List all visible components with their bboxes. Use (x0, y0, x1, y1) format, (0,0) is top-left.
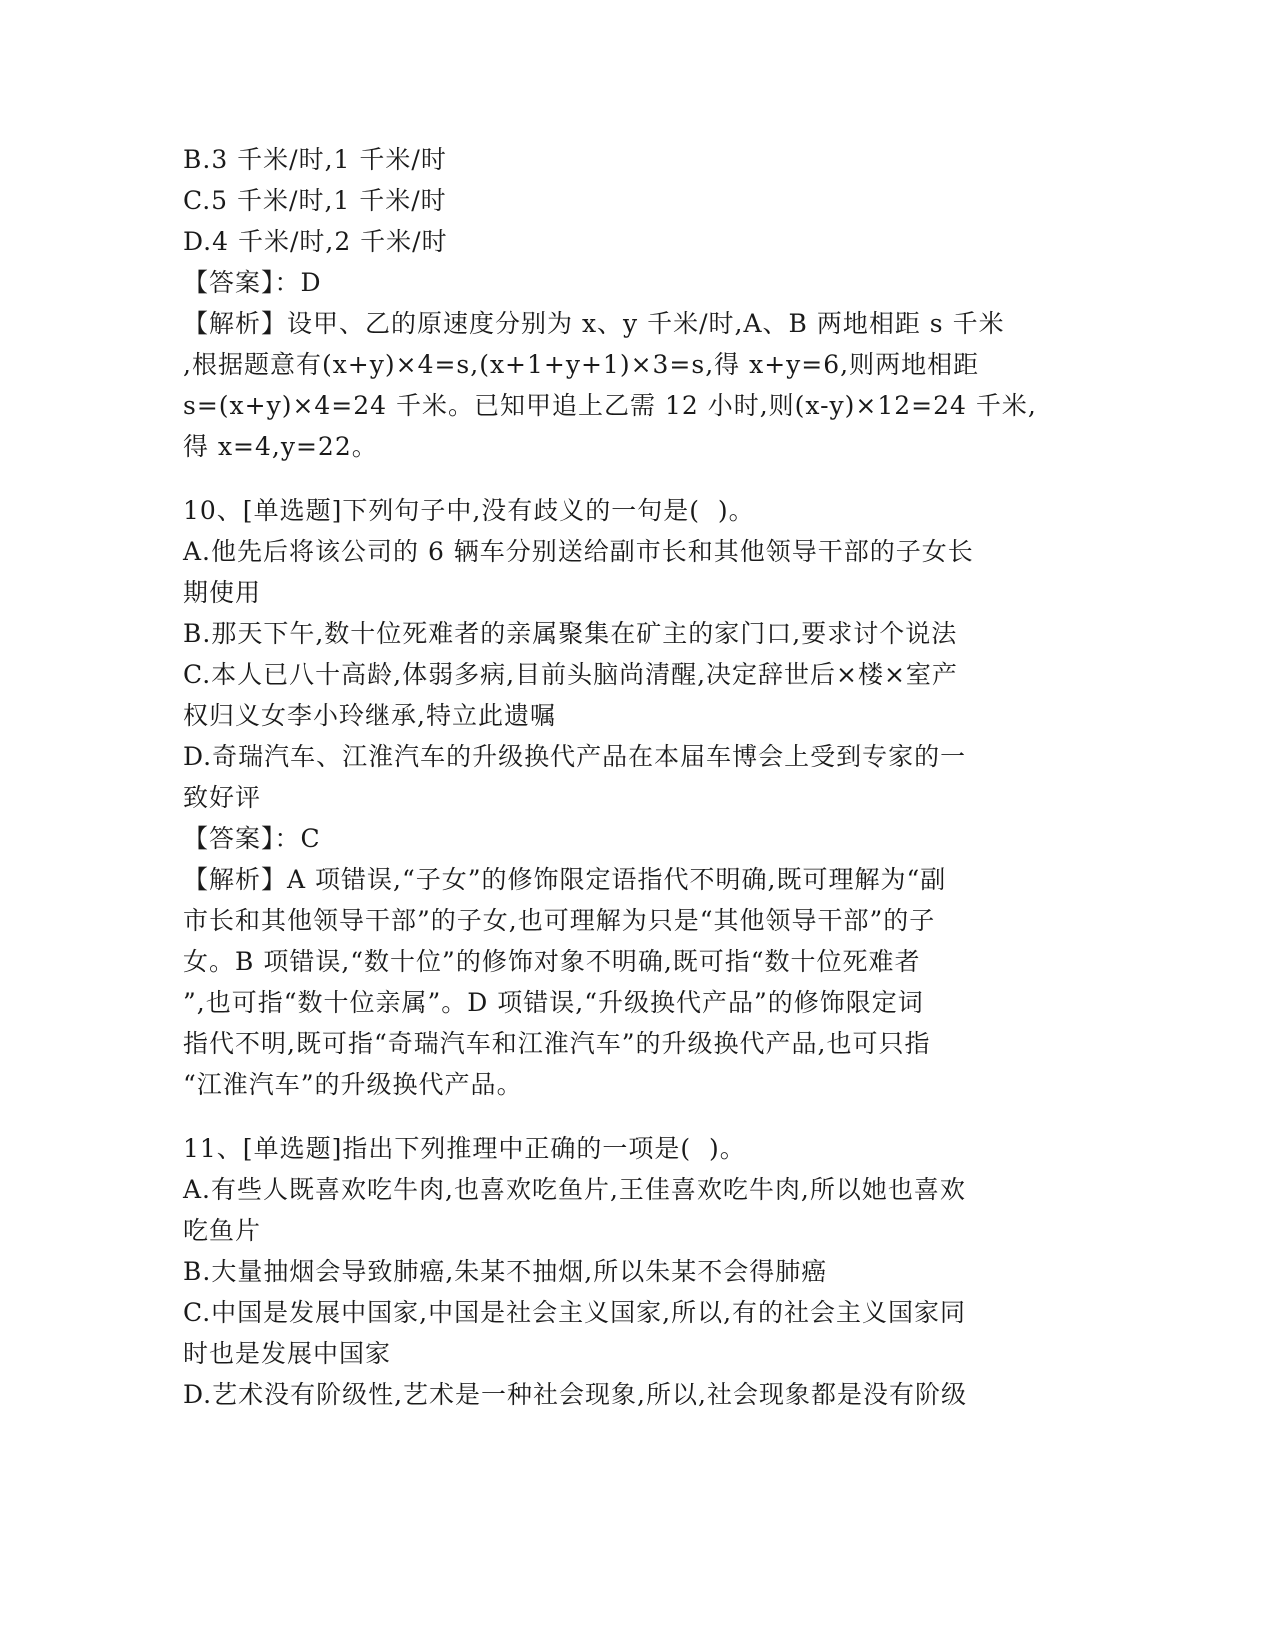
q10-stem: 10、[单选题]下列句子中,没有歧义的一句是( )。 (183, 496, 755, 525)
q11-stem: 11、[单选题]指出下列推理中正确的一项是( )。 (183, 1134, 746, 1163)
q10-option-b: B.那天下午,数十位死难者的亲属聚集在矿主的家门口,要求讨个说法 (183, 619, 958, 648)
q10-answer: 【答案】：C (183, 824, 321, 853)
q10-option-c-line-1: C.本人已八十高龄,体弱多病,目前头脑尚清醒,决定辞世后×楼×室产 (183, 660, 958, 689)
q10-analysis-line-2: 市长和其他领导干部”的子女,也可理解为只是“其他领导干部”的子 (183, 906, 936, 935)
q11-option-a-line-2: 吃鱼片 (183, 1216, 262, 1245)
q9-analysis-line-4: 得 x=4,y=22。 (183, 432, 378, 461)
q10-option-d-line-1: D.奇瑞汽车、江淮汽车的升级换代产品在本届车博会上受到专家的一 (183, 742, 967, 771)
q10-analysis-line-3: 女。B 项错误,“数十位”的修饰对象不明确,既可指“数十位死难者 (183, 947, 921, 976)
q10-analysis-line-5: 指代不明,既可指“奇瑞汽车和江淮汽车”的升级换代产品,也可只指 (183, 1029, 931, 1058)
q11-option-b: B.大量抽烟会导致肺癌,朱某不抽烟,所以朱某不会得肺癌 (183, 1257, 828, 1286)
q11-option-a-line-1: A.有些人既喜欢吃牛肉,也喜欢吃鱼片,王佳喜欢吃牛肉,所以她也喜欢 (183, 1175, 966, 1204)
q11-option-d-line-1: D.艺术没有阶级性,艺术是一种社会现象,所以,社会现象都是没有阶级 (183, 1380, 967, 1409)
q9-answer: 【答案】：D (183, 268, 322, 297)
q9-option-d: D.4 千米/时,2 千米/时 (183, 227, 448, 256)
q9-option-c: C.5 千米/时,1 千米/时 (183, 186, 447, 215)
q10-analysis-line-4: ”,也可指“数十位亲属”。D 项错误,“升级换代产品”的修饰限定词 (183, 988, 924, 1017)
q10-option-c-line-2: 权归义女李小玲继承,特立此遗嘱 (183, 701, 556, 730)
q9-analysis-line-1: 【解析】设甲、乙的原速度分别为 x、y 千米/时,A、B 两地相距 s 千米 (183, 309, 1005, 338)
q9-option-b: B.3 千米/时,1 千米/时 (183, 145, 447, 174)
q10-option-d-line-2: 致好评 (183, 783, 262, 812)
q9-analysis-line-2: ,根据题意有(x+y)×4=s,(x+1+y+1)×3=s,得 x+y=6,则两地相距 (183, 350, 980, 379)
q11-option-c-line-2: 时也是发展中国家 (183, 1339, 392, 1368)
q10-option-a-line-2: 期使用 (183, 578, 262, 607)
q10-analysis-line-1: 【解析】A 项错误,“子女”的修饰限定语指代不明确,既可理解为“副 (183, 865, 947, 894)
q9-analysis-line-3: s=(x+y)×4=24 千米。已知甲追上乙需 12 小时,则(x-y)×12=24 千米, (183, 391, 1037, 420)
q10-option-a-line-1: A.他先后将该公司的 6 辆车分别送给副市长和其他领导干部的子女长 (183, 537, 974, 566)
q11-option-c-line-1: C.中国是发展中国家,中国是社会主义国家,所以,有的社会主义国家同 (183, 1298, 967, 1327)
q10-analysis-line-6: “江淮汽车”的升级换代产品。 (183, 1070, 523, 1099)
